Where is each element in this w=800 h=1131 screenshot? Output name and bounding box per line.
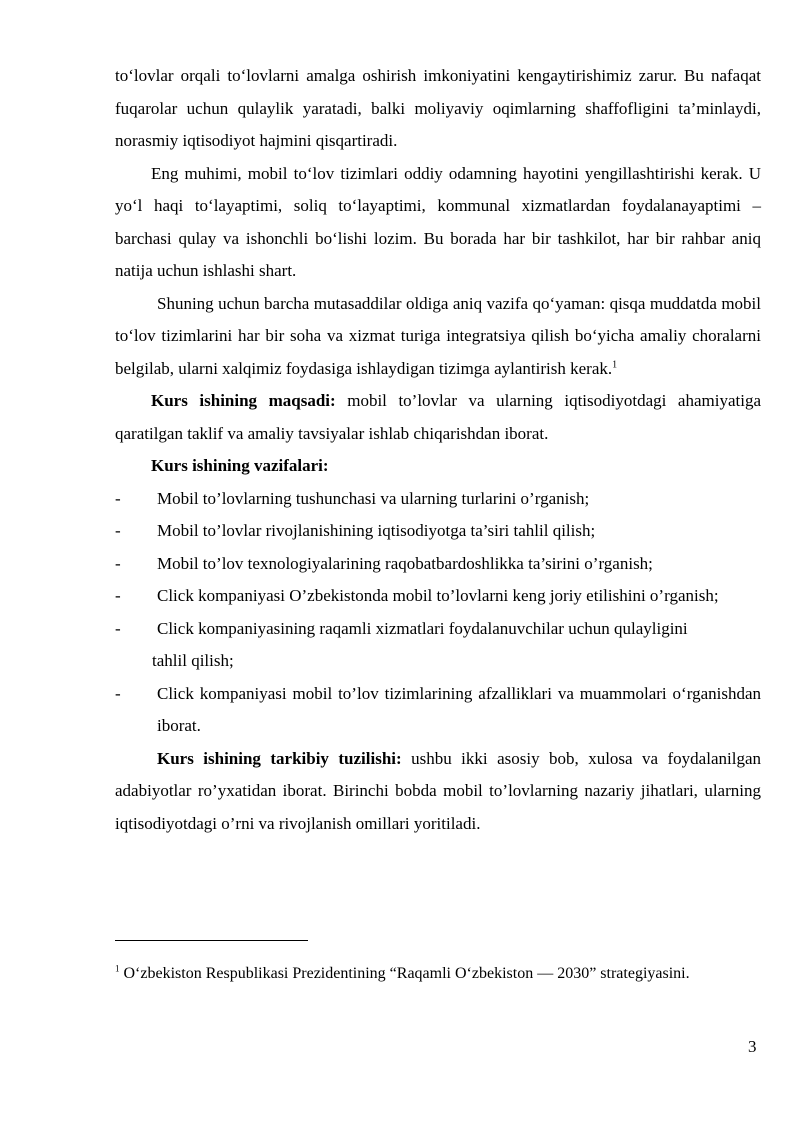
- list-dash: -: [115, 618, 121, 638]
- list-item: [115, 483, 761, 516]
- list-item-text: Mobil to’lovlarning tushunchasi va ularning turlarini o’rganish;: [157, 488, 590, 508]
- list-item: [115, 580, 761, 613]
- list-item: [115, 613, 761, 678]
- tasks-heading: Kurs ishining vazifalari:: [151, 456, 329, 475]
- goal-heading: Kurs ishining maqsadi:: [151, 391, 336, 410]
- goal-text: mobil to’lovlar va ularning iqtisodiyotdagi ahamiyatiga qaratilgan taklif va amaliy tavsiyalar ishlab chiqarishdan iborat.: [115, 391, 761, 443]
- list-dash: -: [115, 683, 121, 703]
- footnote: [115, 962, 761, 985]
- paragraph-mobile-payments: Eng muhimi, mobil to‘lov tizimlari oddiy odamning hayotini yengillashtirishi kerak. U yo‘l haqi to‘layaptimi, soliq to‘layaptimi, kommunal xizmatlardan foydalanayaptimi – barchasi qulay va ishonchli bo‘lishi lozim. Bu borada har bir tashkilot, har bir rahbar aniq natija uchun ishlashi shart.: [115, 163, 761, 280]
- footnote-reference: 1: [612, 358, 618, 370]
- tasks-heading-line: [115, 450, 761, 483]
- list-dash: -: [115, 586, 121, 605]
- list-dash: -: [115, 553, 121, 573]
- list-dash: -: [115, 521, 121, 540]
- footnote-separator: [115, 940, 308, 941]
- paragraph-goal: [115, 385, 761, 450]
- list-item-text: Click kompaniyasi mobil to’lov tizimlarining afzalliklari va muammolari o‘rganishdan iborat.: [157, 683, 761, 735]
- page-body: [115, 60, 761, 840]
- list-item: [115, 515, 761, 548]
- list-item: [115, 548, 761, 581]
- tasks-list: [115, 483, 761, 743]
- paragraph-task-assignment: [115, 288, 761, 386]
- page-number: 3: [748, 1037, 757, 1056]
- list-item-text: Mobil to’lovlar rivojlanishining iqtisodiyotga ta’siri tahlil qilish;: [157, 521, 596, 540]
- list-item: [115, 678, 761, 743]
- list-item-text: Click kompaniyasi O’zbekistonda mobil to’lovlarni keng joriy etilishini o’rganish;: [157, 586, 719, 605]
- footnote-number: 1: [115, 963, 120, 974]
- list-item-continuation: tahlil qilish;: [152, 651, 234, 670]
- list-item-text: Click kompaniyasining raqamli xizmatlari foydalanuvchilar uchun qulayligini: [157, 618, 688, 638]
- paragraph-intro: to‘lovlar orqali to‘lovlarni amalga oshirish imkoniyatini kengaytirishimiz zarur. Bu nafaqat fuqarolar uchun qulaylik yaratadi, balki moliyaviy oqimlarning shaffofligini ta’minlaydi, norasmiy iqtisodiyot hajmini qisqartiradi.: [115, 66, 761, 150]
- paragraph-structure: [115, 743, 761, 841]
- list-dash: -: [115, 488, 121, 508]
- structure-text: ushbu ikki asosiy bob, xulosa va foydalanilgan adabiyotlar ro’yxatidan iborat. Birinchi bobda mobil to’lovlarning nazariy jihatlari, ularning iqtisodiyotdagi o’rni va rivojlanish omillari yoritiladi.: [115, 748, 761, 833]
- structure-heading: Kurs ishining tarkibiy tuzilishi:: [157, 748, 402, 768]
- paragraph-task-assignment-text: Shuning uchun barcha mutasaddilar oldiga aniq vazifa qo‘yaman: qisqa muddatda mobil to‘lov tizimlarini har bir soha va xizmat turiga integratsiya qilish bo‘yicha amaliy choralarni belgilab, ularni xalqimiz foydasiga ishlaydigan tizimga aylantirish kerak.: [115, 293, 761, 378]
- list-item-text: Mobil to’lov texnologiyalarining raqobatbardoshlikka ta’sirini o’rganish;: [157, 553, 653, 573]
- footnote-text: O‘zbekiston Respublikasi Prezidentining “Raqamli O‘zbekiston — 2030” strategiyasini.: [119, 965, 690, 982]
